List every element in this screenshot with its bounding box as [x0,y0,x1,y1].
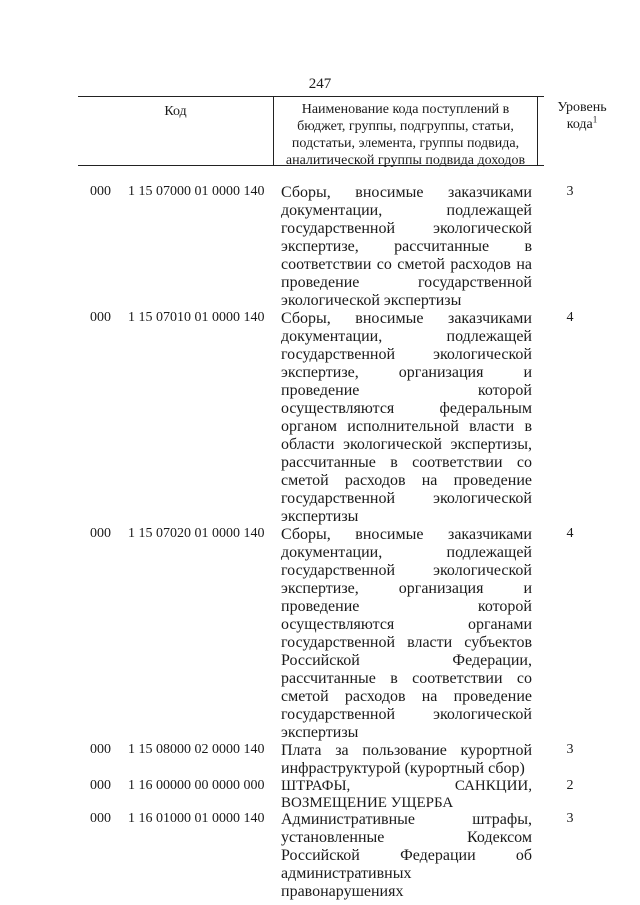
row-income-name: Административные штрафы, установленные Кодексом Российской Федерации об административных правонарушениях [281,811,532,900]
row-admin-code: 000 [90,310,111,325]
table-header [78,96,607,168]
row-level: 3 [566,811,574,826]
row-income-code: 1 15 07000 01 0000 140 [128,184,265,199]
row-level: 3 [566,742,574,757]
header-code-label: Код [164,104,187,119]
row-income-code: 1 16 00000 00 0000 000 [128,778,265,793]
table-row [0,811,640,901]
row-income-name: Сборы, вносимые заказчиками документации, подлежащей государственной экологической экспертизе, организация и проведение которой осуществляются органами государственной власти субъектов Российской Федерации, рассчитанные в соответствии со сметой расходов на проведение государственной экологической экспертизы [281,526,532,741]
row-level: 4 [566,310,574,325]
table-row [0,526,640,742]
header-level-column [538,97,624,165]
row-income-code: 1 15 07020 01 0000 140 [128,526,265,541]
table-body [0,184,640,901]
row-admin-code: 000 [90,184,111,199]
table-row [0,742,640,778]
row-income-name: Сборы, вносимые заказчиками документации, подлежащей государственной экологической экспертизе, рассчитанные в соответствии со сметой расходов на проведение государственной экологической экспертизы [281,184,532,309]
row-income-code: 1 16 01000 01 0000 140 [128,811,265,826]
header-name-label: Наименование кода поступлений в бюджет, группы, подгруппы, статьи, подстатьи, элемента, группы подвида, аналитической группы подвида доходов [285,102,526,168]
row-level: 4 [566,526,574,541]
row-level: 3 [566,184,574,199]
row-income-name: Сборы, вносимые заказчиками документации, подлежащей государственной экологической экспертизе, организация и проведение которой осуществляются федеральным органом исполнительной власти в области экологической экспертизы, рассчитанные в соответствии со сметой расходов на проведение государственной экологической экспертизы [281,310,532,525]
page-number: 247 [308,76,332,92]
row-admin-code: 000 [90,811,111,826]
row-level: 2 [566,778,574,793]
header-level-text: Уровень кода [557,100,607,132]
row-income-code: 1 15 07010 01 0000 140 [128,310,265,325]
header-code-column [78,97,274,165]
row-admin-code: 000 [90,778,111,793]
row-admin-code: 000 [90,742,111,757]
row-income-code: 1 15 08000 02 0000 140 [128,742,265,757]
row-income-name: ШТРАФЫ, САНКЦИИ, ВОЗМЕЩЕНИЕ УЩЕРБА [281,778,532,811]
row-admin-code: 000 [90,526,111,541]
header-name-column [274,97,538,168]
table-row [0,310,640,526]
header-level-footnote: 1 [592,114,598,125]
table-row [0,778,640,811]
header-level-label [542,99,622,133]
row-income-name: Плата за пользование курортной инфраструктурой (курортный сбор) [281,742,532,777]
table-row [0,184,640,310]
